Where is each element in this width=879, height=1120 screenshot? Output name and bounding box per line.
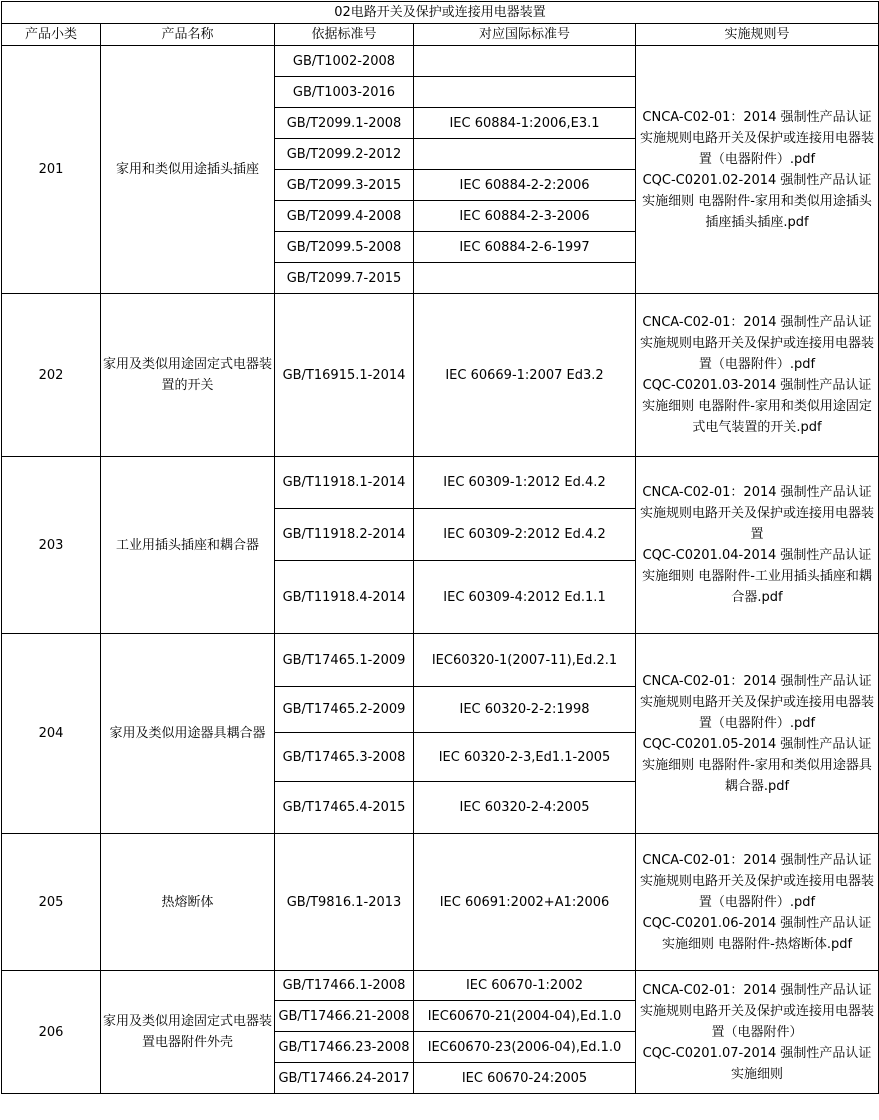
intl-standard-cell: IEC 60320-2-2:1998 (414, 687, 636, 733)
product-name-cell: 家用和类似用途插头插座 (101, 46, 275, 294)
standards-table (1, 1, 879, 1094)
intl-standard-cell: IEC 60884-2-2:2006 (414, 170, 636, 201)
table-row (2, 634, 879, 687)
intl-standard-cell: IEC 60309-1:2012 Ed.4.2 (414, 457, 636, 509)
rule-line: CNCA-C02-01：2014 强制性产品认证实施规则电路开关及保护或连接用电器装置（电器附件）.pdf (640, 852, 875, 910)
intl-standard-cell (414, 139, 636, 170)
title-row (2, 2, 879, 24)
rule-cell (636, 457, 879, 634)
header-subcategory: 产品小类 (2, 24, 101, 46)
intl-standard-cell: IEC60320-1(2007-11),Ed.2.1 (414, 634, 636, 687)
intl-standard-cell: IEC60670-21(2004-04),Ed.1.0 (414, 1001, 636, 1032)
product-name-cell: 家用及类似用途固定式电器装置电器附件外壳 (101, 971, 275, 1094)
rule-line: CQC-C0201.03-2014 强制性产品认证实施细则 电器附件-家用和类似用途固定式电气装置的开关.pdf (642, 378, 872, 435)
rule-line: CQC-C0201.04-2014 强制性产品认证实施细则 电器附件-工业用插头插座和耦合器.pdf (642, 548, 872, 605)
intl-standard-cell: IEC60670-23(2006-04),Ed.1.0 (414, 1032, 636, 1063)
standard-cell: GB/T2099.5-2008 (275, 232, 414, 263)
intl-standard-cell: IEC 60884-2-6-1997 (414, 232, 636, 263)
intl-standard-cell: IEC 60320-2-3,Ed1.1-2005 (414, 733, 636, 782)
table-title: 02电路开关及保护或连接用电器装置 (2, 2, 879, 24)
rule-line: CNCA-C02-01：2014 强制性产品认证实施规则电路开关及保护或连接用电器装置（电器附件） (640, 982, 875, 1040)
rule-line: CQC-C0201.06-2014 强制性产品认证实施细则 电器附件-热熔断体.pdf (642, 915, 872, 952)
subcategory-cell: 206 (2, 971, 101, 1094)
standard-cell: GB/T17465.3-2008 (275, 733, 414, 782)
intl-standard-cell: IEC 60670-1:2002 (414, 971, 636, 1001)
rule-line: CQC-C0201.02-2014 强制性产品认证实施细则 电器附件-家用和类似用途插头插座插头插座.pdf (642, 172, 872, 230)
product-name-cell: 工业用插头插座和耦合器 (101, 457, 275, 634)
table-row (2, 971, 879, 1001)
intl-standard-cell (414, 263, 636, 294)
subcategory-cell: 201 (2, 46, 101, 294)
standard-cell: GB/T17465.2-2009 (275, 687, 414, 733)
standard-cell: GB/T2099.1-2008 (275, 108, 414, 139)
rule-cell (636, 834, 879, 971)
product-name-cell: 热熔断体 (101, 834, 275, 971)
rule-line: CNCA-C02-01：2014 强制性产品认证实施规则电路开关及保护或连接用电器装置（电器附件）.pdf (640, 315, 875, 372)
intl-standard-cell: IEC 60691:2002+A1:2006 (414, 834, 636, 971)
standard-cell: GB/T17465.4-2015 (275, 782, 414, 834)
intl-standard-cell: IEC 60884-1:2006,E3.1 (414, 108, 636, 139)
subcategory-cell: 202 (2, 294, 101, 457)
subcategory-cell: 203 (2, 457, 101, 634)
intl-standard-cell: IEC 60309-4:2012 Ed.1.1 (414, 561, 636, 634)
standard-cell: GB/T2099.4-2008 (275, 201, 414, 232)
intl-standard-cell: IEC 60669-1:2007 Ed3.2 (414, 294, 636, 457)
standard-cell: GB/T16915.1-2014 (275, 294, 414, 457)
standard-cell: GB/T1002-2008 (275, 46, 414, 77)
table-row (2, 46, 879, 77)
standard-cell: GB/T17466.1-2008 (275, 971, 414, 1001)
standard-cell: GB/T2099.2-2012 (275, 139, 414, 170)
rule-line: CNCA-C02-01：2014 强制性产品认证实施规则电路开关及保护或连接用电器装置（电器附件）.pdf (640, 673, 875, 731)
standard-cell: GB/T17465.1-2009 (275, 634, 414, 687)
header-intl-standard: 对应国际标准号 (414, 24, 636, 46)
standard-cell: GB/T11918.2-2014 (275, 509, 414, 561)
product-name-cell: 家用及类似用途器具耦合器 (101, 634, 275, 834)
rule-line: CQC-C0201.05-2014 强制性产品认证实施细则 电器附件-家用和类似用途器具耦合器.pdf (642, 736, 872, 794)
rule-cell (636, 971, 879, 1094)
standard-cell: GB/T1003-2016 (275, 77, 414, 108)
intl-standard-cell: IEC 60670-24:2005 (414, 1063, 636, 1094)
rule-line: CNCA-C02-01：2014 强制性产品认证实施规则电路开关及保护或连接用电器装置（电器附件）.pdf (640, 109, 875, 167)
table-row (2, 834, 879, 971)
rule-line: CNCA-C02-01：2014 强制性产品认证实施规则电路开关及保护或连接用电器装置 (640, 485, 875, 542)
table-row (2, 294, 879, 457)
rule-cell (636, 294, 879, 457)
product-name-cell: 家用及类似用途固定式电器装置的开关 (101, 294, 275, 457)
rule-cell (636, 634, 879, 834)
standard-cell: GB/T17466.23-2008 (275, 1032, 414, 1063)
rule-cell (636, 46, 879, 294)
intl-standard-cell: IEC 60320-2-4:2005 (414, 782, 636, 834)
header-product-name: 产品名称 (101, 24, 275, 46)
standard-cell: GB/T9816.1-2013 (275, 834, 414, 971)
rule-line: CQC-C0201.07-2014 强制性产品认证实施细则 (642, 1045, 872, 1082)
standard-cell: GB/T17466.24-2017 (275, 1063, 414, 1094)
table-row (2, 457, 879, 509)
intl-standard-cell (414, 77, 636, 108)
intl-standard-cell (414, 46, 636, 77)
standard-cell: GB/T17466.21-2008 (275, 1001, 414, 1032)
header-rule: 实施规则号 (636, 24, 879, 46)
standard-cell: GB/T11918.1-2014 (275, 457, 414, 509)
standard-cell: GB/T2099.3-2015 (275, 170, 414, 201)
intl-standard-cell: IEC 60884-2-3-2006 (414, 201, 636, 232)
subcategory-cell: 204 (2, 634, 101, 834)
header-standard: 依据标准号 (275, 24, 414, 46)
header-row (2, 24, 879, 46)
standard-cell: GB/T2099.7-2015 (275, 263, 414, 294)
intl-standard-cell: IEC 60309-2:2012 Ed.4.2 (414, 509, 636, 561)
subcategory-cell: 205 (2, 834, 101, 971)
standard-cell: GB/T11918.4-2014 (275, 561, 414, 634)
